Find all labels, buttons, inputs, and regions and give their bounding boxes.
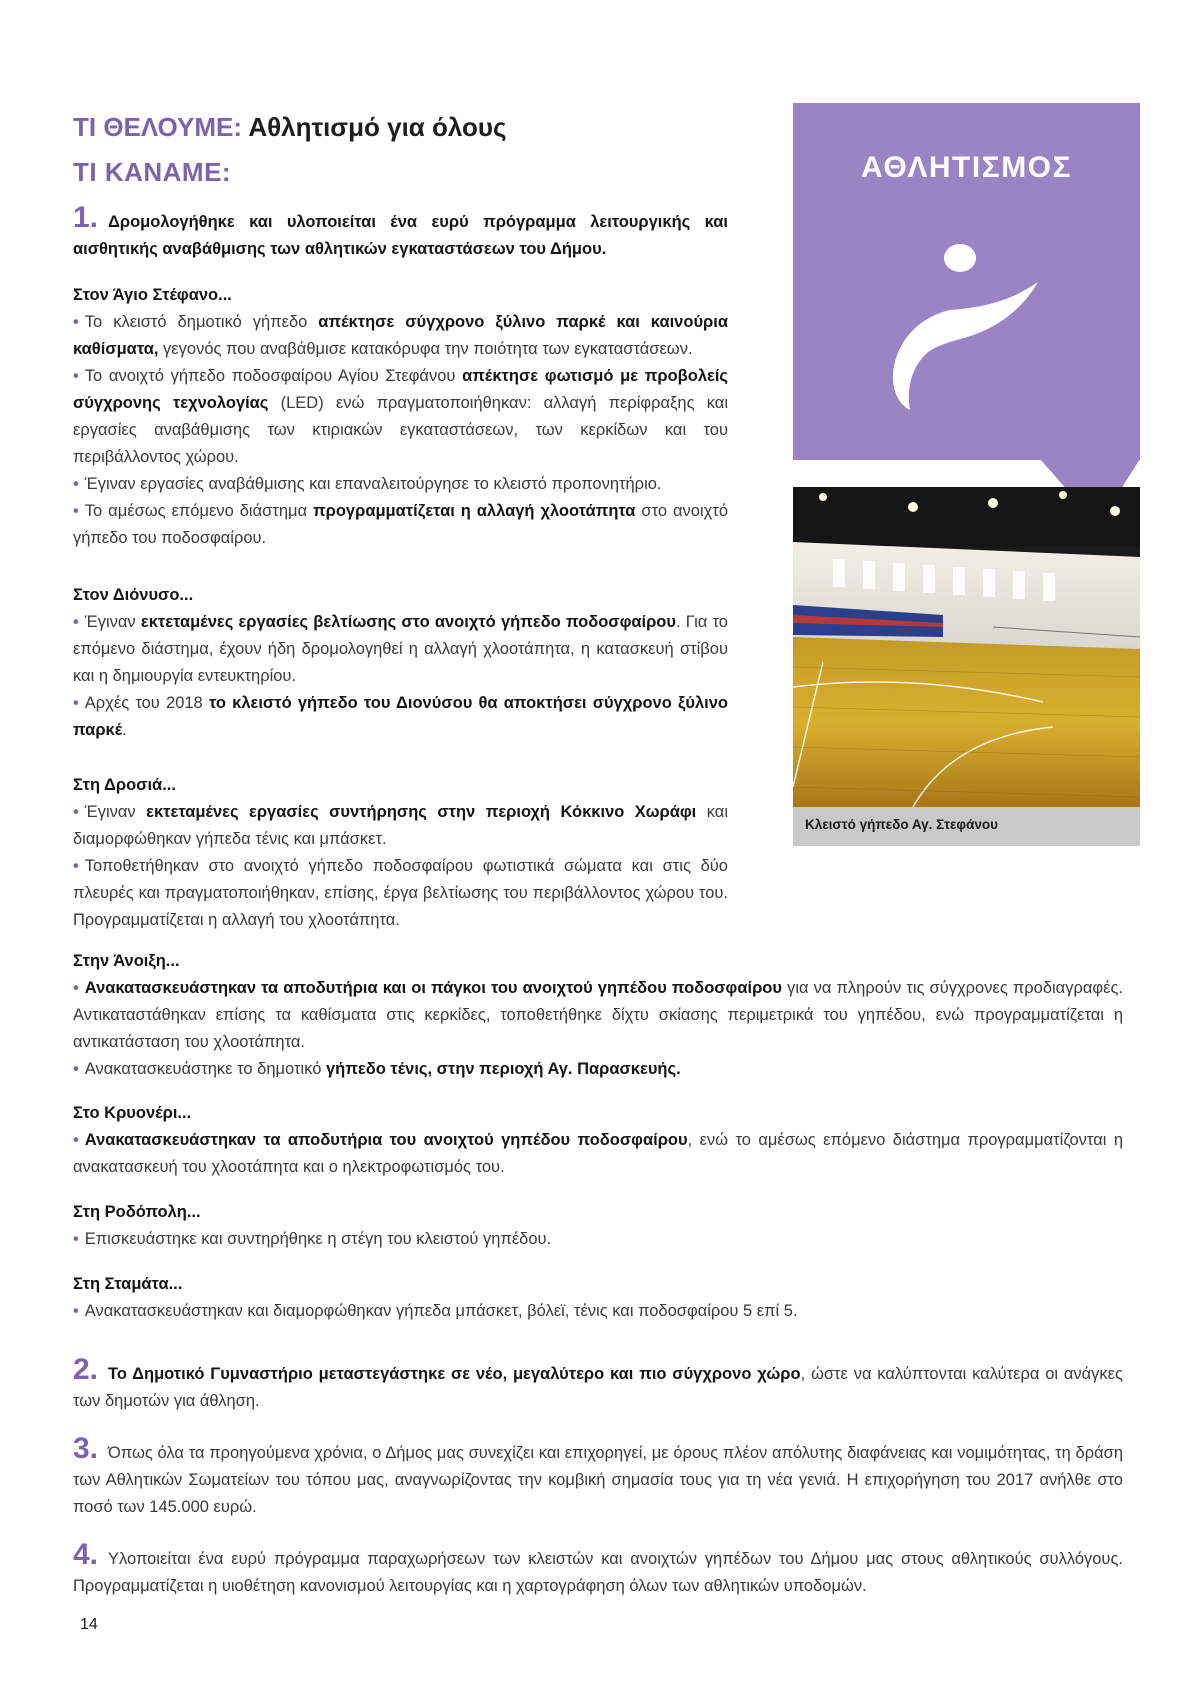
bullet-item: • Ανακατασκευάστηκαν και διαμορφώθηκαν γήπεδα μπάσκετ, βόλεϊ, τένις και ποδοσφαίρου 5 επί 5. xyxy=(73,1302,798,1320)
bullet-icon: • xyxy=(73,1131,79,1149)
sports-panel xyxy=(793,103,1140,460)
item-4: 4. Υλοποιείται ένα ευρύ πρόγραμμα παραχωρήσεων των κλειστών και ανοιχτών γηπέδων του Δήμου μας στους αθλητικούς συλλόγους. Προγραμματίζεται η υιοθέτηση κανονισμού λειτουργίας και η χαρτογράφηση όλων των αθλητικών υποδομών. xyxy=(73,1538,1123,1595)
bullet-icon: • xyxy=(73,857,79,875)
section-title: Στη Δροσιά... xyxy=(73,776,176,794)
headline-what-we-want xyxy=(73,112,507,143)
panel-title: ΑΘΛΗΤΙΣΜΟΣ xyxy=(860,151,1073,184)
page-number: 14 xyxy=(80,1616,98,1633)
item-2: 2. Το Δημοτικό Γυμναστήριο μεταστεγάστηκε σε νέο, μεγαλύτερο και πιο σύγχρονο χώρο, ώστε να καλύπτονται καλύτερα οι ανάγκες των δημοτών για άθληση. xyxy=(73,1353,1123,1410)
section-stamata xyxy=(73,1271,1123,1325)
bullet-item: • Έγιναν εκτεταμένες εργασίες συντήρησης στην περιοχή Κόκκινο Χωράφι και διαμορφώθηκαν γήπεδα τένις και μπάσκετ. xyxy=(73,803,728,848)
bullet-icon: • xyxy=(73,313,79,331)
gym-photo xyxy=(793,487,1140,807)
bullet-icon: • xyxy=(73,613,79,631)
item-1 xyxy=(73,203,728,263)
bullet-icon: • xyxy=(73,803,79,821)
photo-caption xyxy=(793,807,1140,846)
bullet-item: • Ανακατασκευάστηκαν τα αποδυτήρια και οι πάγκοι του ανοιχτού γηπέδου ποδοσφαίρου για να πληρούν τις σύγχρονες προδιαγραφές. Αντικαταστάθηκαν επίσης τα καθίσματα στις κερκίδες, τοποθετήθηκε δίχτυ σκίασης περιμετρικά του γηπέδου, ενώ προγραμματίζεται η αντικατάσταση του χλοοτάπητα. xyxy=(73,979,1123,1051)
section-rodopoli xyxy=(73,1199,1123,1253)
bullet-item: • Επισκευάστηκε και συντηρήθηκε η στέγη του κλειστού γηπέδου. xyxy=(73,1230,552,1248)
bullet-icon: • xyxy=(73,1302,79,1320)
bullet-item: • Το αμέσως επόμενο διάστημα προγραμματίζεται η αλλαγή χλοοτάπητα στο ανοιχτό γήπεδο του ποδοσφαίρου. xyxy=(73,502,729,547)
headline-what-we-did: ΤΙ ΚΑΝΑΜΕ: xyxy=(73,157,232,187)
bullet-icon: • xyxy=(73,502,79,520)
bullet-item: • Το ανοιχτό γήπεδο ποδοσφαίρου Αγίου Στεφάνου απέκτησε φωτισμό με προβολείς σύγχρονης τεχνολογίας (LED) ενώ πραγματοποιήθηκαν: αλλαγή περίφραξης και εργασίες αναβάθμισης των κτιριακών εγκαταστάσεων, των κερκίδων και του περιβάλλοντος χώρου. xyxy=(73,367,728,466)
section-title: Στον Άγιο Στέφανο... xyxy=(73,286,232,304)
bullet-icon: • xyxy=(73,475,79,493)
bullet-icon: • xyxy=(73,1060,79,1078)
bullet-icon: • xyxy=(73,367,79,385)
section-title: Στον Διόνυσο... xyxy=(73,586,194,604)
bullet-icon: • xyxy=(73,694,79,712)
bullet-item: • Έγιναν εργασίες αναβάθμισης και επαναλειτούργησε το κλειστό προπονητήριο. xyxy=(73,475,662,493)
bullet-item: • Έγιναν εκτεταμένες εργασίες βελτίωσης στο ανοιχτό γήπεδο ποδοσφαίρου. Για το επόμενο διάστημα, έχουν ήδη δρομολογηθεί η αλλαγή χλοοτάπητα, η κατασκευή στίβου και η δημιουργία εντευκτηρίου. xyxy=(73,613,728,685)
bullet-item: • Αρχές του 2018 το κλειστό γήπεδο του Διονύσου θα αποκτήσει σύγχρονο ξύλινο παρκέ. xyxy=(73,694,728,739)
want-text: Αθλητισμό για όλους xyxy=(248,112,507,142)
bullet-icon: • xyxy=(73,1230,79,1248)
bullet-item: • Ανακατασκευάστηκε το δημοτικό γήπεδο τένις, στην περιοχή Αγ. Παρασκευής. xyxy=(73,1060,681,1078)
section-kryoneri xyxy=(73,1100,1123,1181)
bullet-icon: • xyxy=(73,979,79,997)
want-label: ΤΙ ΘΕΛΟΥΜΕ: xyxy=(73,112,243,142)
item-number: 4. xyxy=(73,1538,99,1571)
section-anoixi xyxy=(73,948,1123,1083)
bullet-item: • Τοποθετήθηκαν στο ανοιχτό γήπεδο ποδοσφαίρου φωτιστικά σώματα και στις δύο πλευρές και πραγματοποιήθηκαν, επίσης, έργα βελτίωσης του περιβάλλοντος χώρου του. Προγραμματίζεται η αλλαγή του χλοοτάπητα. xyxy=(73,857,728,929)
section-title: Στο Κρυονέρι... xyxy=(73,1104,192,1122)
athlete-icon xyxy=(888,238,1048,413)
item-number: 3. xyxy=(73,1432,99,1465)
bullet-item: • Το κλειστό δημοτικό γήπεδο απέκτησε σύγχρονο ξύλινο παρκέ και καινούρια καθίσματα, γεγονός που αναβάθμισε κατακόρυφα την ποιότητα των εγκαταστάσεων. xyxy=(73,313,728,358)
section-drosia xyxy=(73,772,728,934)
caption-text: Κλειστό γήπεδο Αγ. Στεφάνου xyxy=(805,817,998,832)
bullet-item: • Ανακατασκευάστηκαν τα αποδυτήρια του ανοιχτού γηπέδου ποδοσφαίρου, ενώ το αμέσως επόμενο διάστημα προγραμματίζονται η ανακατασκευή του χλοοτάπητα και ο ηλεκτροφωτισμός του. xyxy=(73,1131,1123,1176)
item-number: 2. xyxy=(73,1353,99,1386)
item-number: 1. xyxy=(73,201,99,234)
section-title: Στη Σταμάτα... xyxy=(73,1275,183,1293)
section-dionysos xyxy=(73,582,728,744)
section-agios-stefanos xyxy=(73,282,728,552)
item-text: Δρομολογήθηκε και υλοποιείται ένα ευρύ πρόγραμμα λειτουργικής και αισθητικής αναβάθμισης των αθλητικών εγκαταστάσεων του Δήμου. xyxy=(73,213,728,258)
item-3: 3. Όπως όλα τα προηγούμενα χρόνια, ο Δήμος μας συνεχίζει και επιχορηγεί, με όρους πλέον απόλυτης διαφάνειας και νομιμότητας, τη δράση των Αθλητικών Σωματείων του τόπου μας, αναγνωρίζοντας την κομβική σημασία τους για τη νέα γενιά. Η επιχορήγηση του 2017 ανήλθε στο ποσό των 145.000 ευρώ. xyxy=(73,1432,1123,1516)
section-title: Στην Άνοιξη... xyxy=(73,952,180,970)
section-title: Στη Ροδόπολη... xyxy=(73,1203,201,1221)
